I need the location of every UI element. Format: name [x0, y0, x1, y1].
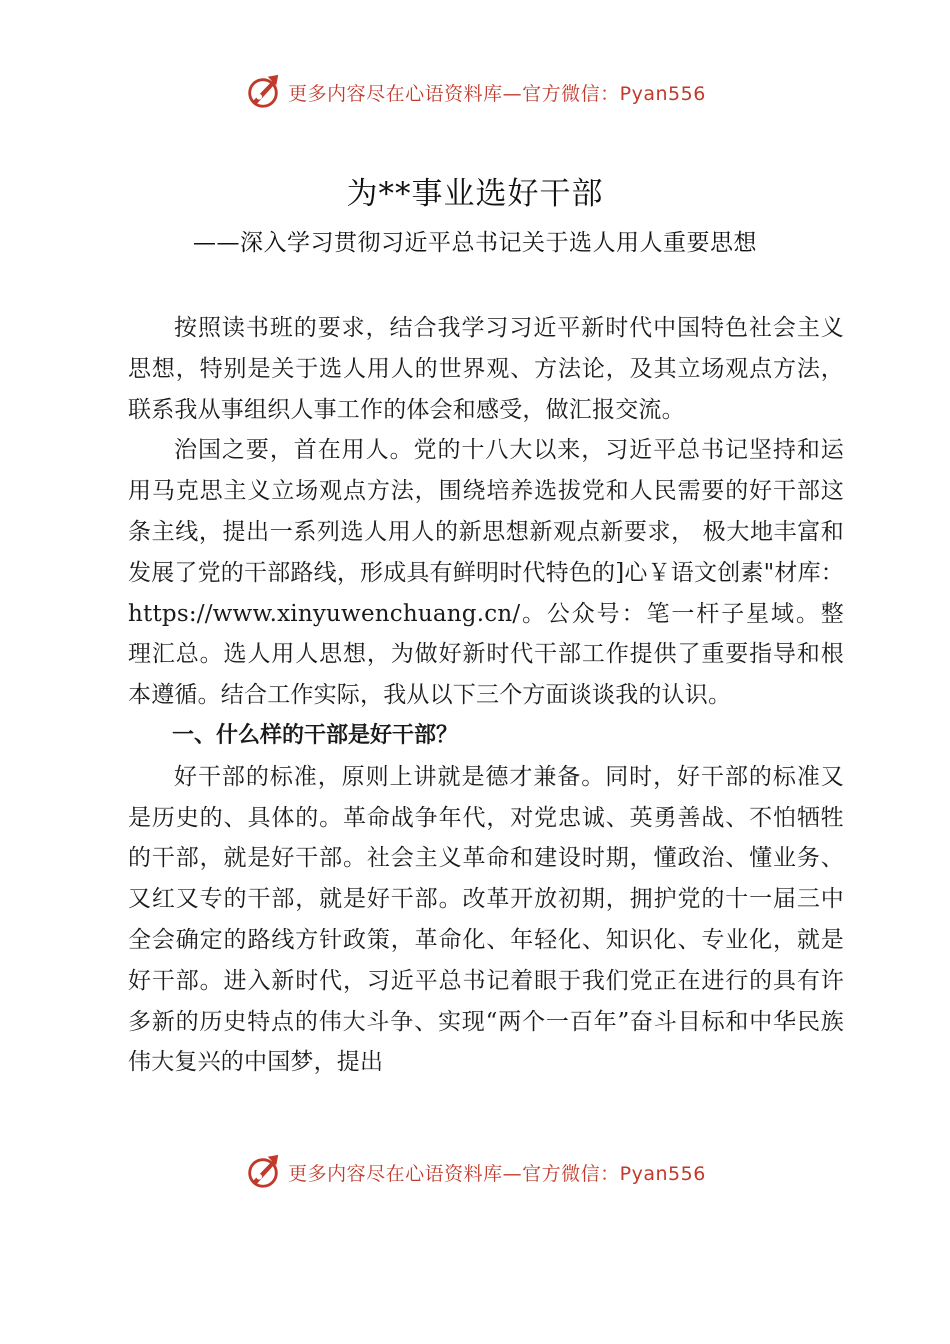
footer-watermark-banner: [0, 1152, 950, 1192]
header-watermark-banner: [0, 72, 950, 112]
quill-seal-icon: [244, 73, 282, 111]
paragraph-good-cadre-standard: 好干部的标准，原则上讲就是德才兼备。同时，好干部的标准又是历史的、具体的。革命战争年代，对党忠诚、英勇善战、不怕牺牲的干部，就是好干部。社会主义革命和建设时期，懂政治、懂业务、又红又专的干部，就是好干部。改革开放初期，拥护党的十一届三中全会确定的路线方针政策，革命化、年轻化、知识化、专业化，就是好干部。进入新时代，习近平总书记着眼于我们党正在进行的具有许多新的历史特点的伟大斗争、实现“两个一百年”奋斗目标和中华民族伟大复兴的中国梦，提出: [128, 763, 844, 1076]
document-title: 为**事业选好干部: [346, 176, 604, 212]
document-subtitle: ——深入学习贯彻习近平总书记关于选人用人重要思想: [193, 230, 757, 256]
quill-seal-icon: [244, 1153, 282, 1191]
section-heading: 一、什么样的干部是好干部？: [172, 722, 459, 748]
footer-watermark-text: 更多内容尽在心语资料库—官方微信：Pyan556: [288, 1162, 706, 1185]
paragraph-intro: 按照读书班的要求，结合我学习习近平新时代中国特色社会主义思想，特别是关于选人用人的世界观、方法论，及其立场观点方法，联系我从事组织人事工作的体会和感受，做汇报交流。: [128, 315, 844, 423]
header-watermark-text: 更多内容尽在心语资料库—官方微信：Pyan556: [288, 82, 706, 105]
document-body: [128, 308, 844, 1083]
paragraph-governance: 治国之要，首在用人。党的十八大以来，习近平总书记坚持和运用马克思主义立场观点方法，围绕培养选拔党和人民需要的好干部这条主线，提出一系列选人用人的新思想新观点新要求， 极大地丰富和发展了党的干部路线，形成具有鲜明时代特色的]心￥语文创素"材库：https://www.xinyuwenchuang.cn/。公众号：笔一杆子星域。整理汇总。选人用人思想，为做好新时代干部工作提供了重要指导和根本遵循。结合工作实际，我从以下三个方面谈谈我的认识。: [128, 437, 844, 709]
